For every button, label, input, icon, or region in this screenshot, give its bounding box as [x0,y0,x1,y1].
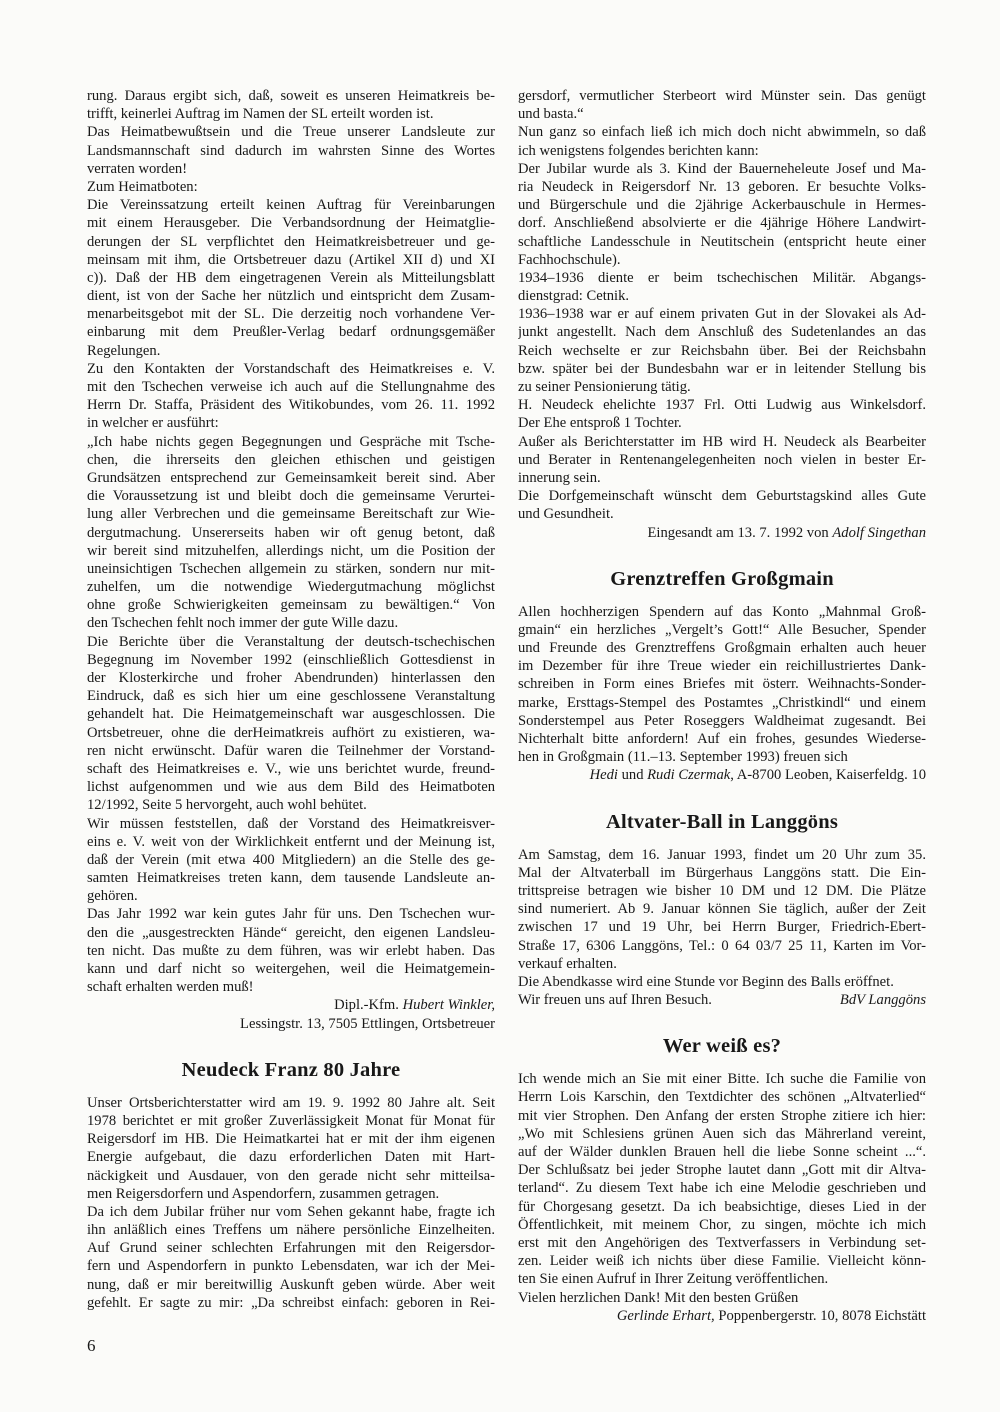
text-line: gehören. [87,888,138,905]
signature-text: , A-8700 Leoben, Kaiserfeldg. 10 [730,767,926,784]
section-heading: Neudeck Franz 80 Jahre [181,1058,401,1081]
text-line: Herrn Dr. Staffa, Präsident des Witikobundes, vom 26. 11. 1992 [87,397,495,414]
text-line: Mal der Altvaterball im Bürgerhaus Langgöns statt. Die Ein- [518,864,926,881]
text-line: Grundsätzen entsprechend zur Gemeinsamkeit bereit sind. Aber [87,469,495,486]
text-line: marke, Ersttags-Stempel des Postamtes „Christkindl“ und einem [518,694,926,711]
page-number: 6 [87,1336,96,1355]
text-line: Fachhochschule). [518,251,621,268]
text-line: Allen hochherzigen Spendern auf das Konto „Mahnmal Groß- [518,603,926,620]
text-line: Ich wende mich an Sie mit einer Bitte. Ich suche die Familie von [518,1071,926,1088]
signature-text [840,991,926,1009]
text-line: wir bereit sind mitzuhelfen, allerdings nicht, um die Position der [87,542,495,559]
text-line: chen, die ihrerseits den gleichen ethischen und geistigen [87,451,495,468]
person-name: Gerlinde Erhart, [616,1307,715,1324]
text-line: c)). Daß der HB dem eingetragenen Verein als Mitteilungsblatt [87,269,495,286]
text-line: schaft erhalten werden muß! [87,979,254,996]
text-line: ten Sie einen Aufruf in Ihrer Zeitung veröffentlichen. [518,1271,829,1288]
text-line: einbarung mit dem Preußler-Verlag bedarf ordnungsgemäßer [87,324,495,341]
text-line: schreiben in Form eines Briefes mit österr. Weihnachts-Sonder- [518,676,926,693]
text-line: mit einem Herausgeber. Die Verbandsordnung der Heimatglie- [87,215,495,232]
text-line: Unser Ortsberichterstatter wird am 19. 9. 1992 80 Jahre alt. Seit [87,1094,495,1111]
text-line: Nichterhalt bitte anfordern! Auf ein frohes, gesundes Wiederse- [518,731,926,747]
text-line: im Dezember für ihre Treue wieder ein reichillustriertes Dank- [518,658,926,675]
text-line: und basta.“ [518,106,584,123]
text-line: Reigersdorf im HB. Die Heimatkartei hat er mit der ihm eigenen [87,1131,495,1148]
person-name: Hedi [589,767,618,784]
text-line: gehandelt hat. Die Heimatgemeinschaft war ausgeschlossen. Die [87,706,495,723]
text-line: Die Abendkasse wird eine Stunde vor Beginn des Balls eröffnet. [518,973,894,990]
text-line: der Klosterkirche und froher Abendrunden) hinterlassen den [87,670,495,686]
signature-line [87,1015,495,1033]
text-line: Regelungen. [87,342,161,359]
text-line: zen. Leider weiß ich nichts über diese Familie. Vielleicht könn- [518,1253,926,1270]
organization-name: BdV Langgöns [839,992,926,1009]
text-line: Das Heimatbewußtsein und die Treue unserer Landsleute zur [87,124,495,141]
text-line: mit den Tschechen verweise ich auch auf die Stellungnahme des [87,379,495,395]
text-line: daß der Verein (mit etwa 400 Mitgliedern) an die Stelle des ge- [87,851,495,868]
text-line: Außer als Berichterstatter im HB wird H. Neudeck als Bearbeiter [518,433,926,450]
section-heading: Altvater-Ball in Langgöns [605,810,839,833]
text-line: die Voraussetzung ist und bleibt doch die gemeinsame Verurtei- [87,488,495,505]
text-line: und Berater in Rentenangelegenheiten noch vielen in bester Er- [518,451,926,468]
text-line: fern und Aspendorfern in punkto Lebensdaten, war ich der Mei- [87,1258,495,1275]
text-line: Nun ganz so einfach ließ ich mich doch nicht abwimmeln, so daß [518,124,926,141]
text-line: ohne große Schwierigkeiten gemeinsam zu bewältigen.“ Von [87,597,495,614]
closing-line [518,991,926,1009]
text-line: dergutmachung. Unsererseits haben wir oft genug betont, daß [87,524,495,541]
text-line: gefehlt. Er sagte zu mir: „Da schreibst einfach: geboren in Rei- [87,1294,495,1311]
text-line: Ortsbetreuer, ohne die derHeimatkreis aufhört zu existieren, wa- [87,724,495,741]
signature-text: Dipl.-Kfm. [334,997,403,1014]
text-line: ten nicht. Das mußte zu dem führen, was wir erlebt haben. Das [87,942,495,959]
text-line: zwischen 17 und 19 Uhr, bei Herrn Burger, Friedrich-Ebert- [518,919,926,936]
text-line: auf der Wälder dunklen Brauen hell die liebe Sonne scheint ...“. [518,1144,926,1160]
text-line: Landsmannschaft sind dadurch im wahrsten Sinne des Wortes [87,142,495,159]
text-line: lung aller Verbrechen und die gemeinsame Bereitschaft zur Wie- [87,506,495,523]
person-name: Rudi Czermak [647,767,731,784]
text-line: kann und darf nicht so weitergehen, weil die Heimatgemein- [87,961,495,977]
text-line: zu seiner Pensionierung tätig. [518,379,691,395]
text-line: men Reigersdorfern und Aspendorfern, zusammen getragen. [87,1185,440,1202]
section-heading: Grenztreffen Großgmain [610,567,834,590]
text-line: Eindruck, daß es sich hier um eine geschlossene Veranstaltung [87,688,495,705]
signature-line [518,1307,926,1325]
text-line: Da ich dem Jubilar früher nur vom Sehen gekannt habe, fragte ich [87,1203,495,1220]
signature-text: Lessingstr. 13, 7505 Ettlingen, Ortsbetreuer [240,1015,495,1032]
text-line: Die Berichte über die Veranstaltung der deutsch-tschechischen [87,633,495,650]
signature-line [87,996,495,1014]
text-line: schaftliche Landesschule in Neutitschein (entspricht heute einer [518,233,926,250]
person-name: Hubert Winkler, [402,997,495,1014]
text-line: Wir müssen feststellen, daß der Vorstand des Heimatkreisver- [87,815,495,832]
text-line: H. Neudeck ehelichte 1937 Frl. Otti Ludwig aus Winkelsdorf. [518,397,926,414]
text-line: und Gesundheit. [518,506,614,523]
text-line: menarbeitsgebot mit der SL. Die derzeitig noch vorhandene Ver- [87,306,495,323]
text-line: dient, ist von der Sache her nützlich und eintspricht dem Zusam- [87,288,495,305]
text-line: Das Jahr 1992 war kein gutes Jahr für uns. Den Tschechen wur- [87,906,495,923]
text-line: uneinsichtigen Tschechen allgemein zu stärken, sondern nur mit- [87,560,495,577]
text-line: zuhelfen, um die notwendige Wiedergutmachung möglichst [87,579,495,596]
text-line: samten Heimatkreises treten kann, dem tausende Landsleute an- [87,870,495,887]
text-line: nung, daß er mir bereitwillig Auskunft geben würde. Aber weit [87,1276,495,1293]
text-line: innerung sein. [518,469,601,486]
text-line: ihn anläßlich eines Treffens um nähere persönliche Einzelheiten. [87,1222,495,1239]
text-line: den die „ausgestreckten Hände“ gereicht, den eigenen Landsleu- [87,924,495,941]
text-line: Die Dorfgemeinschaft wünscht dem Geburtstagskind alles Gute [518,488,926,505]
text-line: Öffentlichkeit, mit meinem Chor, zu singen, möchte ich mich [518,1216,926,1233]
text-line: dorf. Anschließend absolvierte er die 4jährige Höhere Landwirt- [518,215,926,232]
text-line: Der Schlußsatz bei jeder Strophe lautet dann „Gott mit dir Altva- [518,1162,926,1179]
person-name: Adolf Singethan [832,524,926,541]
text-line: Am Samstag, dem 16. Januar 1993, findet um 20 Uhr zum 35. [518,846,926,863]
text-line: Auf Grund seiner schlechten Erfahrungen mit den Reigersdor- [87,1240,495,1257]
text-line: und Bürgerschule und die 2jährige Ackerbauschule in Hermes- [518,197,926,214]
text-line: Zum Heimatboten: [87,178,198,195]
text-line: und Freunde des Grenztreffens Großgmain erhalten auch heuer [518,640,926,657]
closing-text-segment: Wir freuen uns auf Ihren Besuch. [518,992,712,1009]
text-line: „Wo mit Schlesiens grünen Auen sich das Mährerland vereint, [518,1125,926,1142]
signature-text: Poppenbergerstr. 10, 8078 Eichstätt [714,1307,926,1324]
signature-line [518,524,926,542]
text-line: mit vier Strophen. Den Anfang der ersten Strophe zitiere ich hier: [518,1107,926,1124]
text-line: verkauf erhalten. [518,955,617,972]
text-line: derungen der SL verpflichtet den Heimatkreisbetreuer und ge- [87,233,495,250]
text-line: lichst aufgenommen und wie aus dem Bild des Heimatboten [87,779,495,796]
text-line: „Ich habe nichts gegen Begegnungen und Gespräche mit Tsche- [87,433,495,450]
text-line: hen in Großgmain (11.–13. September 1993) freuen sich [518,749,848,766]
text-line: Der Ehe entsproß 1 Tochter. [518,415,682,432]
text-line: terland“. Zu diesem Text habe ich eine Melodie geschrieben und [518,1180,926,1197]
text-line: Energie aufgebaut, die dazu erforderlichen Daten mit Hart- [87,1149,495,1166]
text-line: 12/1992, Seite 5 hervorgeht, auch wohl behütet. [87,797,367,814]
right-column [518,87,926,1325]
text-line: Sonderstempel aus Peter Roseggers Waldheimat zugesandt. Bei [518,712,926,729]
text-line: Zu den Kontakten der Vorstandschaft des Heimatkreises e. V. [87,360,495,377]
text-line: 1934–1936 diente er beim tschechischen Militär. Abgangs- [518,269,926,286]
signature-line [518,766,926,784]
text-line: ich wenigstens folgendes berichten kann: [518,142,759,159]
text-line: Herrn Lois Karschin, den Textdichter des schönen „Altvaterlied“ [518,1089,926,1106]
text-line: schaft des Heimatkreises e. V., wie uns berichtet wurde, freund- [87,760,495,777]
text-line: Vielen herzlichen Dank! Mit den besten Grüßen [518,1289,799,1306]
text-line: eins e. V. weit von der Wirklichkeit entfernt und der Meinung ist, [87,833,495,850]
text-line: 1936–1938 war er auf einem privaten Gut in der Slovakei als Ad- [518,306,926,323]
text-line: trifft, keinerlei Auftrag im Namen der SL erteilt worden ist. [87,106,434,123]
text-line: ria Neudeck in Reigersdorf Nr. 13 geboren. Er besuchte Volks- [518,178,926,195]
text-line: gmain“ ein herzliches „Vergelt’s Gott!“ Alle Besucher, Spender [518,621,926,638]
text-line: ren nicht erwünscht. Dafür waren die Teilnehmer der Vorstand- [87,742,495,759]
text-line: trittspreise betragen wie bisher 10 DM und 12 DM. Die Plätze [518,882,926,899]
text-line: dienstgrad: Cetnik. [518,288,630,305]
text-line: Begegnung im November 1992 (einschließlich Gottesdienst in [87,651,495,668]
text-line: Die Vereinssatzung erteilt keinen Auftrag für Vereinbarungen [87,197,495,214]
text-line: erst mit den Angehörigen des Textverfassers in Verbindung set- [518,1234,926,1251]
text-line: junkt angestellt. Nach dem Anschluß des Sudetenlandes an das [518,324,926,341]
section-heading: Wer weiß es? [662,1035,782,1058]
text-line: den Tschechen fehlt noch immer der gute Wille dazu. [87,615,399,632]
signature-text: Eingesandt am 13. 7. 1992 von [647,524,833,541]
text-line: sind numeriert. Ab 9. Januar können Sie täglich, außer der Zeit [518,901,926,918]
text-line: in welcher er ausführt: [87,415,219,432]
text-line: gersdorf, vermutlicher Sterbeort wird Münster sein. Das genügt [518,88,926,104]
text-line: Der Jubilar wurde als 3. Kind der Bauerneheleute Josef und Ma- [518,160,926,177]
signature-text: und [617,767,648,784]
text-line: näckigkeit und Ausdauer, von den gerade nicht sehr mitteilsa- [87,1167,495,1184]
text-line: 1978 berichtet er mit großer Zuverlässigkeit Monat für Monat für [87,1112,495,1129]
text-line: rung. Daraus ergibt sich, daß, soweit es unseren Heimatkreis be- [87,88,495,104]
text-line: Straße 17, 6306 Langgöns, Tel.: 0 64 03/7 25 11, Karten im Vor- [518,937,926,954]
text-line: für Chorgesang gesetzt. Da ich beabsichtige, dieses Lied in der [518,1198,926,1215]
text-line: Reich wechselte er zur Reichsbahn über. Bei der Reichsbahn [518,342,926,359]
closing-text [518,991,712,1009]
text-line: meinsam mit ihm, die Ortsbetreuer dazu (Artikel XII d) und XI [87,251,495,268]
text-line: verraten worden! [87,160,188,177]
text-line: bzw. später bei der Bundesbahn war er in leitender Stellung bis [518,360,926,377]
left-column [87,87,495,1312]
